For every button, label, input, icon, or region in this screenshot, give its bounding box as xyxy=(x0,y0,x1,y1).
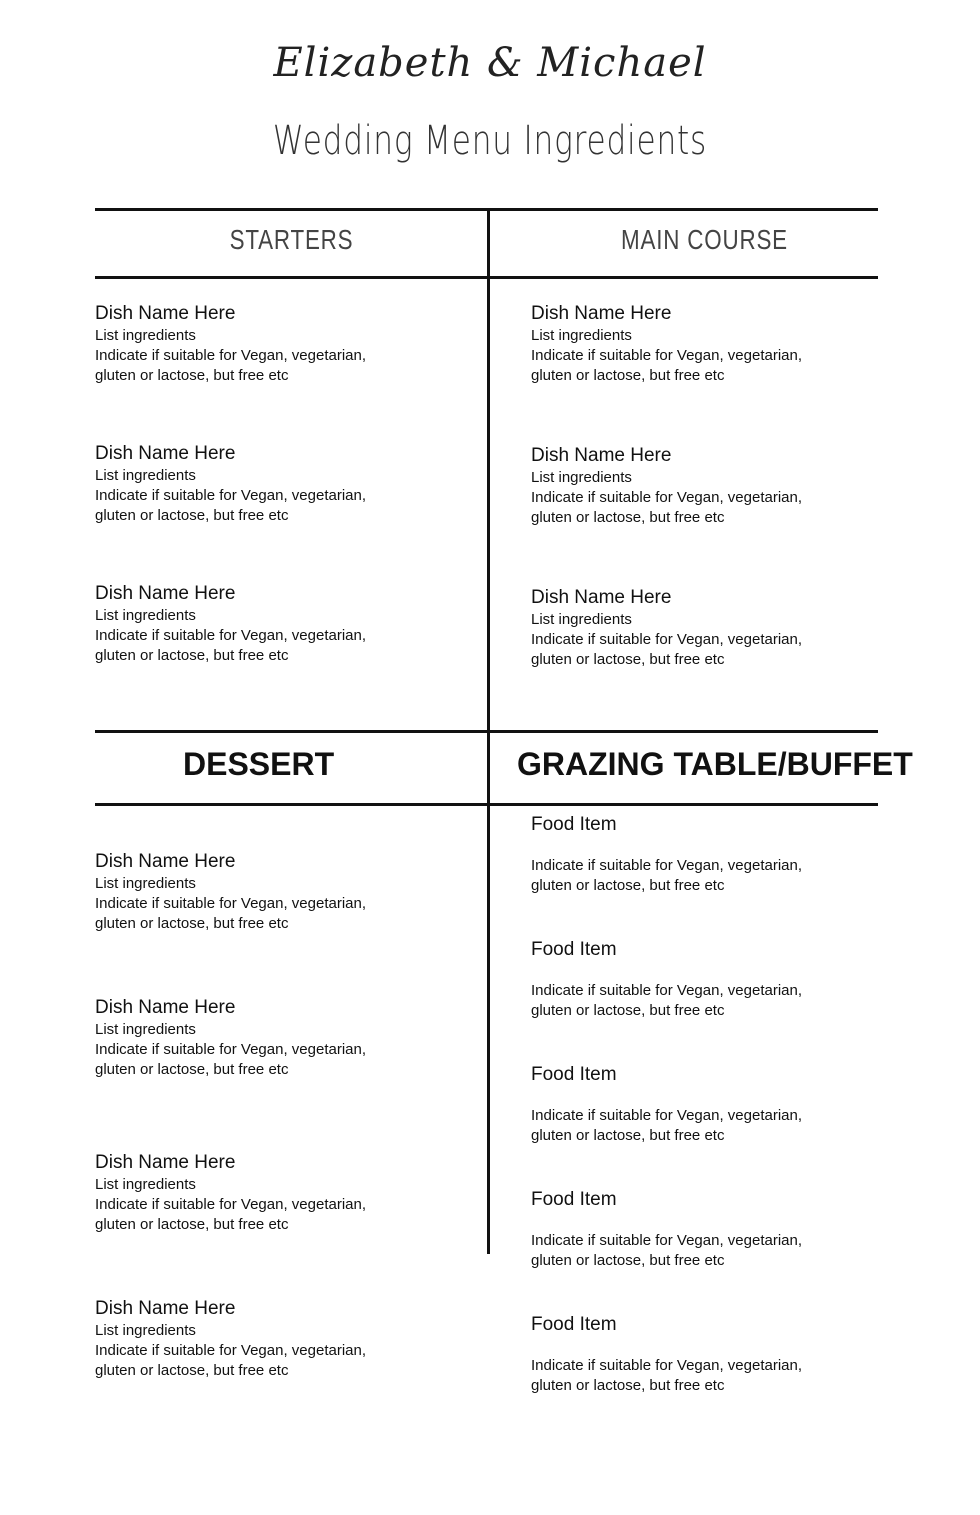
dish-entry xyxy=(95,302,395,386)
dish-name: Dish Name Here xyxy=(95,583,236,604)
dish-ingredients: List ingredients xyxy=(95,1322,196,1339)
dish-name: Dish Name Here xyxy=(531,445,672,466)
food-item-name: Food Item xyxy=(531,1314,617,1335)
dish-dietary-note: Indicate if suitable for Vegan, vegetarian, gluten or lactose, but free etc xyxy=(95,1041,367,1078)
section-grazing: GRAZING TABLE/BUFFET xyxy=(517,746,913,782)
couple-names: Elizabeth & Michael xyxy=(273,40,707,86)
dish-entry xyxy=(95,442,395,526)
dish-name: Dish Name Here xyxy=(531,587,672,608)
section-dessert: DESSERT xyxy=(183,746,335,782)
dish-entry xyxy=(531,444,831,528)
dish-dietary-note: Indicate if suitable for Vegan, vegetarian, gluten or lactose, but free etc xyxy=(531,489,803,526)
dish-entry xyxy=(95,996,395,1080)
dish-name: Dish Name Here xyxy=(95,851,236,872)
food-item-name: Food Item xyxy=(531,814,617,835)
page-title: Wedding Menu Ingredients xyxy=(272,118,708,164)
food-item-name: Food Item xyxy=(531,1189,617,1210)
food-dietary-note: Indicate if suitable for Vegan, vegetarian, gluten or lactose, but free etc xyxy=(531,1357,803,1394)
dish-name: Dish Name Here xyxy=(95,997,236,1018)
food-entry xyxy=(531,1313,831,1396)
food-item-name: Food Item xyxy=(531,1064,617,1085)
section-starters: STARTERS xyxy=(229,224,354,255)
food-entry xyxy=(531,1063,831,1146)
dish-dietary-note: Indicate if suitable for Vegan, vegetarian, gluten or lactose, but free etc xyxy=(95,895,367,932)
dish-ingredients: List ingredients xyxy=(531,469,632,486)
dish-entry xyxy=(531,302,831,386)
column-divider xyxy=(487,209,490,1254)
food-dietary-note: Indicate if suitable for Vegan, vegetarian, gluten or lactose, but free etc xyxy=(531,1107,803,1144)
dish-dietary-note: Indicate if suitable for Vegan, vegetarian, gluten or lactose, but free etc xyxy=(531,347,803,384)
dish-ingredients: List ingredients xyxy=(95,327,196,344)
dish-name: Dish Name Here xyxy=(95,1152,236,1173)
dish-entry xyxy=(531,586,831,670)
dish-entry xyxy=(95,850,395,934)
dish-ingredients: List ingredients xyxy=(531,611,632,628)
dish-ingredients: List ingredients xyxy=(95,467,196,484)
food-dietary-note: Indicate if suitable for Vegan, vegetarian, gluten or lactose, but free etc xyxy=(531,857,803,894)
dish-entry xyxy=(95,1297,395,1381)
dish-ingredients: List ingredients xyxy=(95,1021,196,1038)
dish-dietary-note: Indicate if suitable for Vegan, vegetarian, gluten or lactose, but free etc xyxy=(95,1196,367,1233)
dish-ingredients: List ingredients xyxy=(95,607,196,624)
dish-name: Dish Name Here xyxy=(95,1298,236,1319)
dish-name: Dish Name Here xyxy=(531,303,672,324)
dish-dietary-note: Indicate if suitable for Vegan, vegetarian, gluten or lactose, but free etc xyxy=(95,347,367,384)
section-main-course: MAIN COURSE xyxy=(621,224,788,255)
dish-entry xyxy=(95,1151,395,1235)
dish-dietary-note: Indicate if suitable for Vegan, vegetarian, gluten or lactose, but free etc xyxy=(95,487,367,524)
dish-name: Dish Name Here xyxy=(95,303,236,324)
dish-dietary-note: Indicate if suitable for Vegan, vegetarian, gluten or lactose, but free etc xyxy=(531,631,803,668)
food-entry xyxy=(531,813,831,896)
food-item-name: Food Item xyxy=(531,939,617,960)
dish-dietary-note: Indicate if suitable for Vegan, vegetarian, gluten or lactose, but free etc xyxy=(95,627,367,664)
food-entry xyxy=(531,938,831,1021)
dish-ingredients: List ingredients xyxy=(95,875,196,892)
dish-ingredients: List ingredients xyxy=(531,327,632,344)
dish-entry xyxy=(95,582,395,666)
dish-dietary-note: Indicate if suitable for Vegan, vegetarian, gluten or lactose, but free etc xyxy=(95,1342,367,1379)
food-entry xyxy=(531,1188,831,1271)
food-dietary-note: Indicate if suitable for Vegan, vegetarian, gluten or lactose, but free etc xyxy=(531,1232,803,1269)
dish-ingredients: List ingredients xyxy=(95,1176,196,1193)
dish-name: Dish Name Here xyxy=(95,443,236,464)
food-dietary-note: Indicate if suitable for Vegan, vegetarian, gluten or lactose, but free etc xyxy=(531,982,803,1019)
